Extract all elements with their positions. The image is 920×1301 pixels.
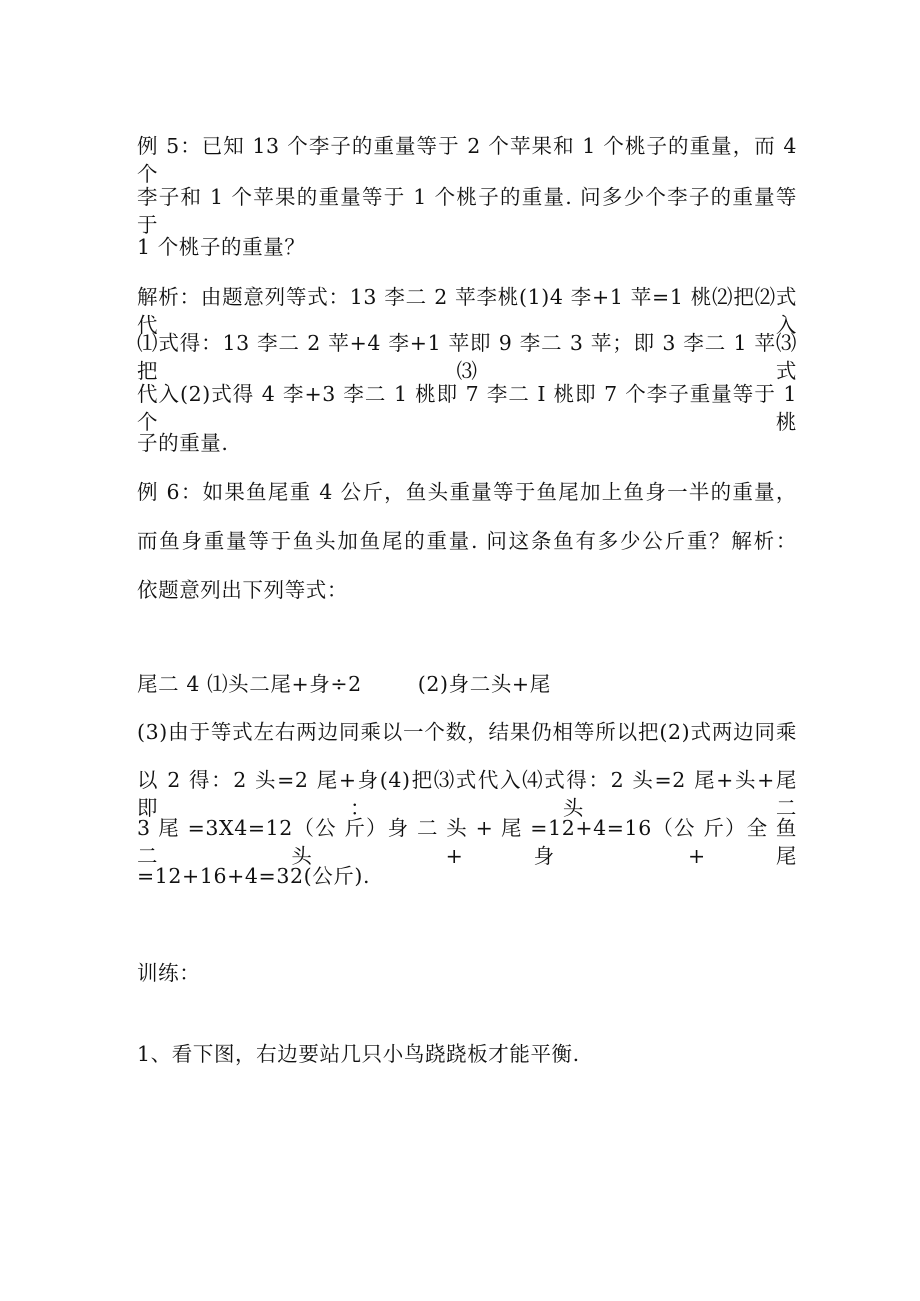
example-5-line-1: 例 5：已知 13 个李子的重量等于 2 个苹果和 1 个桃子的重量，而 4 个 xyxy=(137,134,797,186)
equation-line xyxy=(137,670,797,698)
example-5-line-3: 1 个桃子的重量？ xyxy=(137,235,306,259)
equation-part-2: (2)身二头+尾 xyxy=(417,672,551,696)
example-6-line-2: 而鱼身重量等于鱼头加鱼尾的重量. 问这条鱼有多少公斤重？解析： xyxy=(137,529,797,553)
example-6-line-3: 依题意列出下列等式： xyxy=(137,578,348,602)
exercise-1: 1、看下图，右边要站几只小鸟跷跷板才能平衡. xyxy=(137,1042,580,1066)
solution-5-line-2: ⑴式得：13 李二 2 苹+4 李+1 苹即 9 李二 3 苹；即 3 李二 1 苹⑶把⑶式 xyxy=(137,331,797,383)
solution-5-line-1: 解析：由题意列等式：13 李二 2 苹李桃(1)4 李+1 苹=1 桃⑵把⑵式代入 xyxy=(137,285,797,337)
solution-6-line-3: 3 尾 =3X4=12（公 斤）身 二 头 + 尾 =12+4=16（公 斤）全 鱼 二 头 + 身 + 尾 xyxy=(137,816,797,868)
training-heading: 训练： xyxy=(137,961,201,985)
solution-6-line-4: =12+16+4=32(公斤). xyxy=(137,864,371,888)
solution-5-line-4: 子的重量. xyxy=(137,431,229,455)
example-5-line-2: 李子和 1 个苹果的重量等于 1 个桃子的重量. 问多少个李子的重量等于 xyxy=(137,185,797,237)
solution-5-line-3: 代入(2)式得 4 李+3 李二 1 桃即 7 李二 I 桃即 7 个李子重量等于 1 个桃 xyxy=(137,382,797,434)
solution-6-line-1: (3)由于等式左右两边同乘以一个数，结果仍相等所以把(2)式两边同乘 xyxy=(137,720,797,744)
solution-6-line-2: 以 2 得：2 头=2 尾+身(4)把⑶式代入⑷式得：2 头=2 尾+头+尾即：头二 xyxy=(137,768,797,820)
equation-part-1: 尾二 4 ⑴头二尾+身÷2 xyxy=(137,672,362,696)
example-6-line-1: 例 6：如果鱼尾重 4 公斤，鱼头重量等于鱼尾加上鱼身一半的重量， xyxy=(137,480,797,504)
